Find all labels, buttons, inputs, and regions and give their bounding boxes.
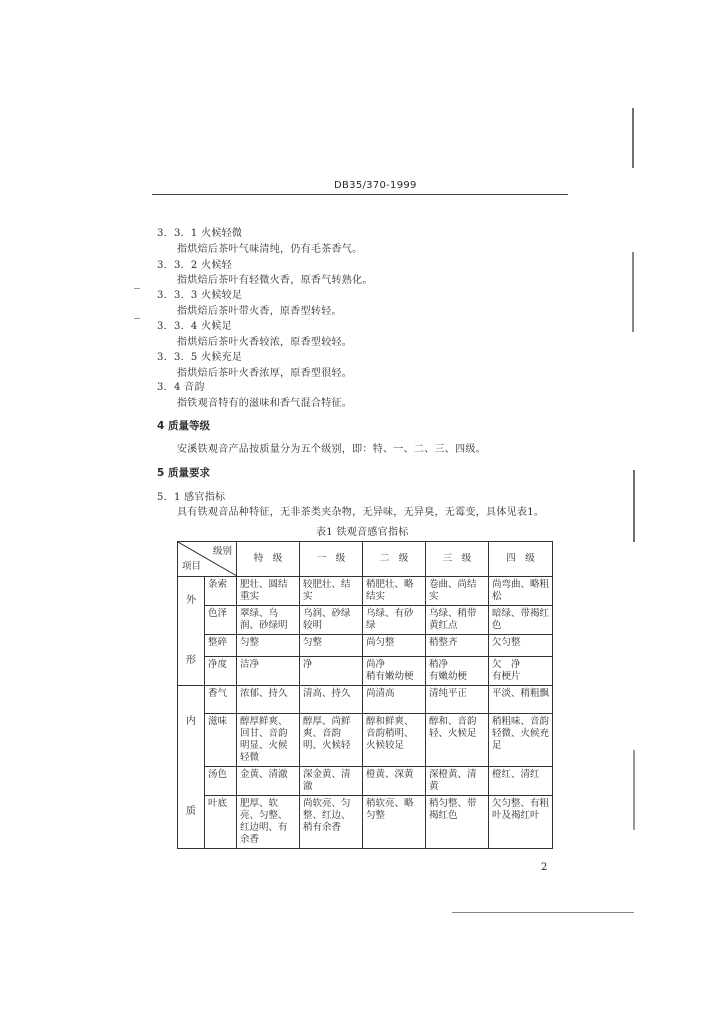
table-cell: 稍粗味、音韵轻微、火候充足: [489, 714, 553, 767]
table-row: [178, 714, 553, 767]
section-3-3-5-desc: 指烘焙后茶叶火香浓厚，原香型很轻。: [177, 368, 353, 379]
section-3-3-3-desc: 指烘焙后茶叶带火香，原香型转轻。: [177, 306, 342, 317]
table-cell: 肥壮、圆结重实: [237, 577, 300, 606]
scan-dash: [134, 288, 140, 289]
table-cell: 尚弯曲、略粗松: [489, 577, 553, 606]
section-title: 火候轻微: [201, 228, 243, 239]
table-cell: 翠绿、乌润、砂绿明: [237, 606, 300, 635]
table-cell: 深金黄、清澈: [300, 767, 363, 796]
table-cell: 清纯平正: [426, 686, 489, 714]
sensory-index-table: [177, 541, 553, 849]
table-corner-cell: [178, 542, 237, 577]
group-label-char: 内: [186, 716, 196, 727]
section-3-3-1: [157, 224, 242, 239]
section-number: 3．4: [157, 382, 181, 393]
scan-dash: [134, 318, 140, 319]
table-cell: 浓郁、持久: [237, 686, 300, 714]
table-cell: 清高、持久: [300, 686, 363, 714]
group-label-inner-quality: [178, 686, 205, 849]
section-number: 3．3．2: [157, 260, 198, 271]
section-title: 火候轻: [201, 260, 232, 271]
section-title: 火候充足: [201, 352, 243, 363]
section-3-3-3: [157, 286, 242, 301]
section-number: 3．3．4: [157, 321, 198, 332]
section-title: 火候较足: [201, 290, 243, 301]
table-cell: 醇和鲜爽、音韵稍明、火候较足: [363, 714, 426, 767]
column-header: 三 级: [426, 542, 489, 577]
quality-req-text: 具有铁观音品种特征，无非茶类夹杂物，无异味，无异臭，无霉变，具体见表1。: [177, 507, 545, 518]
section-3-4-desc: 指铁观音特有的滋味和香气混合特征。: [177, 398, 353, 409]
table-row: [178, 767, 553, 796]
table-cell: 橙黄、深黄: [363, 767, 426, 796]
table-row: [178, 686, 553, 714]
table-cell: 欠匀整: [489, 635, 553, 657]
row-item-label: 滋味: [205, 714, 237, 767]
table-cell: 醇厚、尚鲜爽、音韵明、火候轻: [300, 714, 363, 767]
table-cell: 卷曲、尚结实: [426, 577, 489, 606]
table-cell: 乌绿、有砂绿: [363, 606, 426, 635]
table-cell: 稍净 有嫩幼梗: [426, 657, 489, 686]
group-label-char: 质: [186, 806, 196, 817]
table-cell: 欠匀整、有粗叶及褐红叶: [489, 796, 553, 849]
group-label-char: 外: [186, 595, 196, 606]
table-row: [178, 796, 553, 849]
table-cell: 稍匀整、带褐红色: [426, 796, 489, 849]
section-3-3-5: [157, 348, 242, 363]
page-number: 2: [541, 862, 548, 873]
row-item-label: 香气: [205, 686, 237, 714]
column-header: 四 级: [489, 542, 553, 577]
section-title: 音韵: [184, 382, 205, 393]
section-title: 感官指标: [184, 492, 226, 503]
scan-edge-line: [632, 252, 634, 332]
table-cell: 醇厚鲜爽、回甘、音韵明显、火候轻微: [237, 714, 300, 767]
row-item-label: 色泽: [205, 606, 237, 635]
table-cell: 肥厚、软亮、匀整、红边明、有余香: [237, 796, 300, 849]
section-number: 3．3．1: [157, 228, 198, 239]
table-cell: 平淡、稍粗飘: [489, 686, 553, 714]
group-label-char: 形: [186, 655, 196, 666]
heading-quality-requirements: 5 质量要求: [157, 467, 210, 479]
table-cell: 尚软亮、匀整、红边、稍有余香: [300, 796, 363, 849]
row-item-label: 条索: [205, 577, 237, 606]
table-cell: 乌润、砂绿较明: [300, 606, 363, 635]
table-cell: 欠 净 有梗片: [489, 657, 553, 686]
table-cell: 洁净: [237, 657, 300, 686]
table-cell: 深橙黄、清黄: [426, 767, 489, 796]
row-item-label: 净度: [205, 657, 237, 686]
table-caption: 表1 铁观音感官指标: [316, 527, 409, 538]
table-row: [178, 606, 553, 635]
section-title: 火候足: [201, 321, 232, 332]
scan-bottom-line: [452, 912, 634, 913]
header-rule: [152, 194, 568, 195]
section-number: 3．3．5: [157, 352, 198, 363]
section-3-3-4-desc: 指烘焙后茶叶火香较浓，原香型较轻。: [177, 337, 353, 348]
section-3-3-2-desc: 指烘焙后茶叶有轻微火香，原香气转熟化。: [177, 275, 373, 286]
table-row: [178, 635, 553, 657]
table-cell: 尚匀整: [363, 635, 426, 657]
section-3-3-1-desc: 指烘焙后茶叶气味清纯，仍有毛茶香气。: [177, 244, 363, 255]
row-item-label: 叶底: [205, 796, 237, 849]
column-header: 一 级: [300, 542, 363, 577]
table-cell: 稍整齐: [426, 635, 489, 657]
table-cell: 尚净 稍有嫩幼梗: [363, 657, 426, 686]
heading-quality-grade: 4 质量等级: [157, 420, 210, 432]
scan-edge-line: [632, 108, 634, 168]
column-header: 二 级: [363, 542, 426, 577]
table-header-row: [178, 542, 553, 577]
table-cell: 匀整: [237, 635, 300, 657]
table-row: [178, 577, 553, 606]
quality-grade-text: 安溪铁观音产品按质量分为五个级别，即：特、一、二、三、四级。: [177, 444, 486, 455]
column-header: 特 级: [237, 542, 300, 577]
scan-edge-line: [633, 470, 635, 542]
standard-code: DB35/370-1999: [334, 180, 417, 191]
group-label-appearance: [178, 577, 205, 686]
table-cell: 金黄、清澈: [237, 767, 300, 796]
section-3-3-2: [157, 256, 232, 271]
table-cell: 净: [300, 657, 363, 686]
table-cell: 稍软亮、略匀整: [363, 796, 426, 849]
table-cell: 醇和、音韵轻、火候足: [426, 714, 489, 767]
section-5-1: [157, 488, 225, 503]
section-3-4: [157, 378, 205, 393]
table-cell: 橙红、清红: [489, 767, 553, 796]
table-cell: 乌绿、稍带黄红点: [426, 606, 489, 635]
table-cell: 暗绿、带褐红色: [489, 606, 553, 635]
row-item-label: 整碎: [205, 635, 237, 657]
table-row: [178, 657, 553, 686]
table-cell: 匀整: [300, 635, 363, 657]
table-cell: 稍肥壮、略结实: [363, 577, 426, 606]
section-number: 5．1: [157, 492, 181, 503]
section-3-3-4: [157, 317, 232, 332]
scan-edge-line: [633, 750, 635, 830]
corner-label-item: 项目: [182, 561, 202, 572]
corner-label-grade: 级别: [212, 546, 232, 557]
table-cell: 较肥壮、结实: [300, 577, 363, 606]
section-number: 3．3．3: [157, 290, 198, 301]
table-cell: 尚清高: [363, 686, 426, 714]
row-item-label: 汤色: [205, 767, 237, 796]
